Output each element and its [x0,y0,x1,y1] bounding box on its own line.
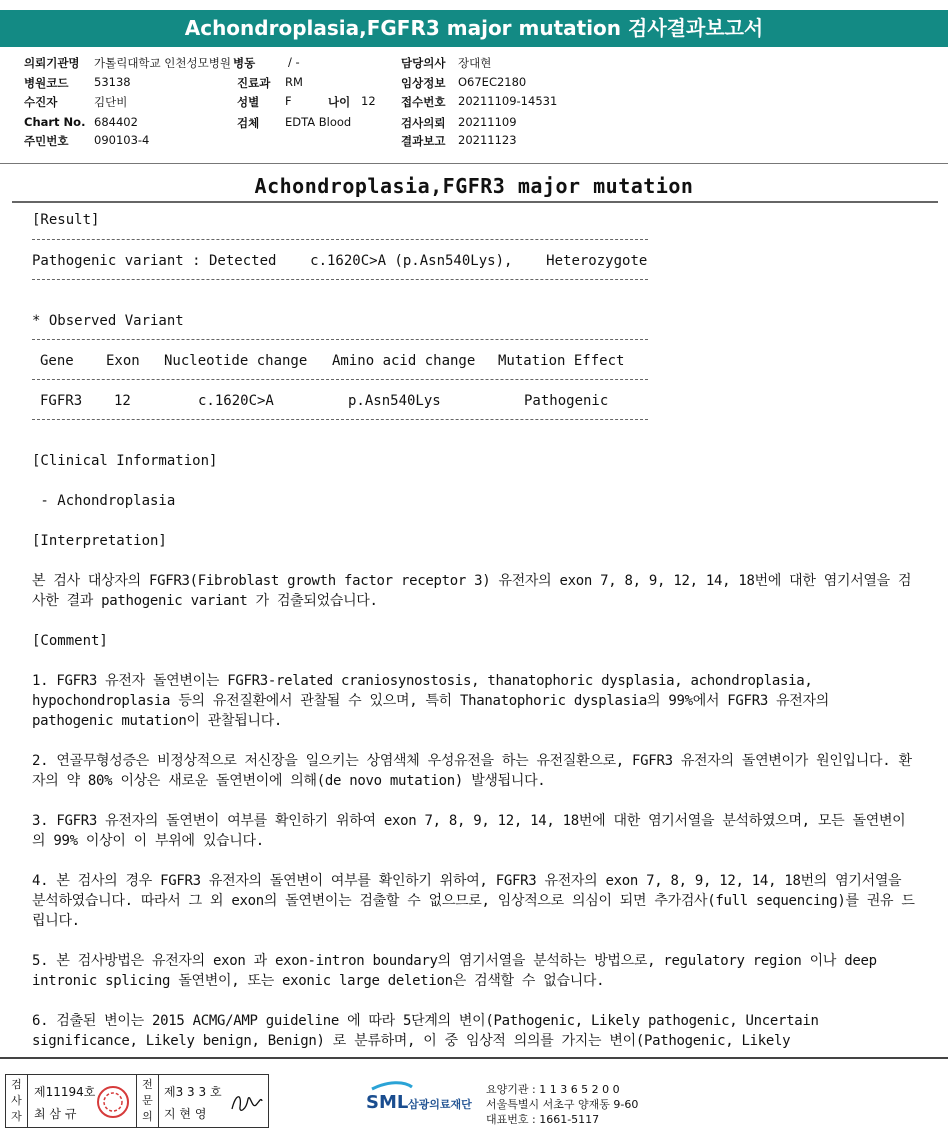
comment-item: 1. FGFR3 유전자 돌연변이는 FGFR3-related craniosynostosis, thanatophoric dysplasia, achondroplasia, hypochondroplasia 등의 유전질환에서 관찰될 수 있으며, 특히 Thanatophoric dysplasia의 99%에서 FGFR3 유전자의 pathogenic mutation이 관찰됩니다. [32,673,829,729]
clinical-info-item: - Achondroplasia [32,493,176,509]
physician-license-no: 제3 3 3 호 [164,1085,222,1099]
cell-effect: Pathogenic [524,393,609,409]
resident-no-label: 주민번호 [24,134,69,148]
specimen-value: EDTA Blood [285,115,352,129]
comment-item: 6. 검출된 변이는 2015 ACMG/AMP guideline 에 따라 5단계의 변이(Pathogenic, Likely pathogenic, Uncertain significance, Likely benign, Benign) 로 분류하며, 이 중 임상적 의의를 가지는 변이(Pathogenic, Likely [32,1013,819,1049]
variant-table-header [32,351,672,371]
clinical-info-value: O67EC2180 [458,75,527,89]
request-date-value: 20211109 [458,115,517,129]
comment-item: 4. 본 검사의 경우 FGFR3 유전자의 돌연변이 여부를 확인하기 위하여, FGFR3 유전자의 exon 7, 8, 9, 12, 14, 18번의 염기서열을 분석하였습니다. 따라서 그 외 exon의 돌연변이는 검출할 수 없으므로, 임상적으로 의심이 되면 추가검사(full sequencing)를 권유 드립니다. [32,873,915,929]
clinical-info-heading: [Clinical Information] [32,453,218,469]
column-header-amino-acid: Amino acid change [332,353,476,369]
info-row-5 [0,133,948,151]
cell-exon: 12 [114,393,131,409]
institution-value: 가톨릭대학교 인천성모병원 [94,56,231,70]
interpretation-text: 본 검사 대상자의 FGFR3(Fibroblast growth factor receptor 3) 유전자의 exon 7, 8, 9, 12, 14, 18번에 대한 염기서열을 검사한 결과 pathogenic variant 가 검출되었습니다. [32,573,912,609]
logo-wordmark: SML [366,1092,409,1113]
physician-label: 전문의 [137,1075,159,1127]
hospital-code-label: 병원코드 [24,76,69,90]
divider-dashed [32,279,648,280]
patient-info [0,55,948,155]
examinee-label: 수진자 [24,95,58,109]
org-code: 요양기관 : 1 1 3 6 5 2 0 0 [486,1083,620,1096]
receipt-no-value: 20211109-14531 [458,94,558,108]
cell-amino-acid: p.Asn540Lys [348,393,441,409]
ward-value: / - [288,55,300,69]
divider-dashed [32,239,648,240]
cell-nucleotide: c.1620C>A [198,393,274,409]
report-title-bar: Achondroplasia,FGFR3 major mutation 검사결과보고서 [0,10,948,47]
specimen-label: 검체 [237,116,260,130]
doctor-value: 장대현 [458,56,492,70]
info-row-2 [0,75,948,93]
report-date-label: 결과보고 [401,134,446,148]
resident-no-value: 090103-4 [94,133,150,147]
column-header-exon: Exon [106,353,140,369]
seal-stamp [96,1085,130,1119]
variant-table-row [32,391,672,411]
request-date-label: 검사의뢰 [401,116,446,130]
info-row-1 [0,55,948,73]
sex-value: F [285,94,292,108]
column-header-nucleotide: Nucleotide change [164,353,308,369]
divider-dashed [32,339,648,340]
footer-divider [0,1057,948,1059]
tester-label: 검사자 [6,1075,28,1127]
column-header-effect: Mutation Effect [498,353,625,369]
comment-item: 3. FGFR3 유전자의 돌연변이 여부를 확인하기 위하여 exon 7, 8, 9, 12, 14, 18번에 대한 염기서열을 분석하였으며, 모든 돌연변이의 99% 이상이 이 부위에 있습니다. [32,813,906,849]
physician-name: 지 현 영 [164,1107,207,1121]
institution-label: 의뢰기관명 [24,56,80,70]
lab-contact-info [486,1082,638,1127]
result-line: Pathogenic variant : Detected c.1620C>A (p.Asn540Lys), Heterozygote [32,253,648,269]
result-heading: [Result] [32,212,100,228]
chart-no-value: 684402 [94,115,138,129]
department-label: 진료과 [237,76,271,90]
department-value: RM [285,75,303,89]
comment-item: 2. 연골무형성증은 비정상적으로 저신장을 일으키는 상염색체 우성유전을 하는 유전질환으로, FGFR3 유전자의 돌연변이가 원인입니다. 환자의 약 80% 이상은 새로운 돌연변이에 의해(de novo mutation) 발생됩니다. [32,753,912,789]
age-label: 나이 [328,95,351,109]
lab-address: 서울특별시 서초구 양재동 9-60 [486,1098,639,1111]
tester-name: 최 삼 규 [34,1107,77,1121]
sex-label: 성별 [237,95,260,109]
examinee-value: 김단비 [94,95,128,109]
info-row-4 [0,115,948,133]
interpretation-heading: [Interpretation] [32,533,167,549]
ward-label: 병동 [233,56,256,70]
signature-box [5,1074,269,1128]
clinical-info-label: 임상정보 [401,76,446,90]
comment-heading: [Comment] [32,633,108,649]
cell-gene: FGFR3 [40,393,83,409]
doctor-label: 담당의사 [401,56,446,70]
observed-variant-heading: * Observed Variant [32,313,184,329]
divider-dashed [32,379,648,380]
receipt-no-label: 접수번호 [401,95,446,109]
column-header-gene: Gene [40,353,74,369]
title-divider [12,201,938,203]
test-name-heading: Achondroplasia,FGFR3 major mutation [254,174,694,198]
hospital-code-value: 53138 [94,75,131,89]
divider-dashed [32,419,648,420]
lab-phone: 대표번호 : 1661-5117 [486,1113,600,1126]
logo-org-name: 삼광의료재단 [408,1098,472,1111]
tester-license-no: 제11194호 [34,1085,96,1099]
header-divider [0,163,948,164]
report-date-value: 20211123 [458,133,517,147]
comment-item: 5. 본 검사방법은 유전자의 exon 과 exon-intron boundary의 염기서열을 분석하는 방법으로, regulatory region 이나 deep intronic splicing 돌연변이, 또는 exonic large deletion은 검색할 수 없습니다. [32,953,877,989]
signature-scribble [228,1089,264,1117]
chart-no-label: Chart No. [24,115,86,129]
info-row-3 [0,94,948,112]
age-value: 12 [361,94,376,108]
